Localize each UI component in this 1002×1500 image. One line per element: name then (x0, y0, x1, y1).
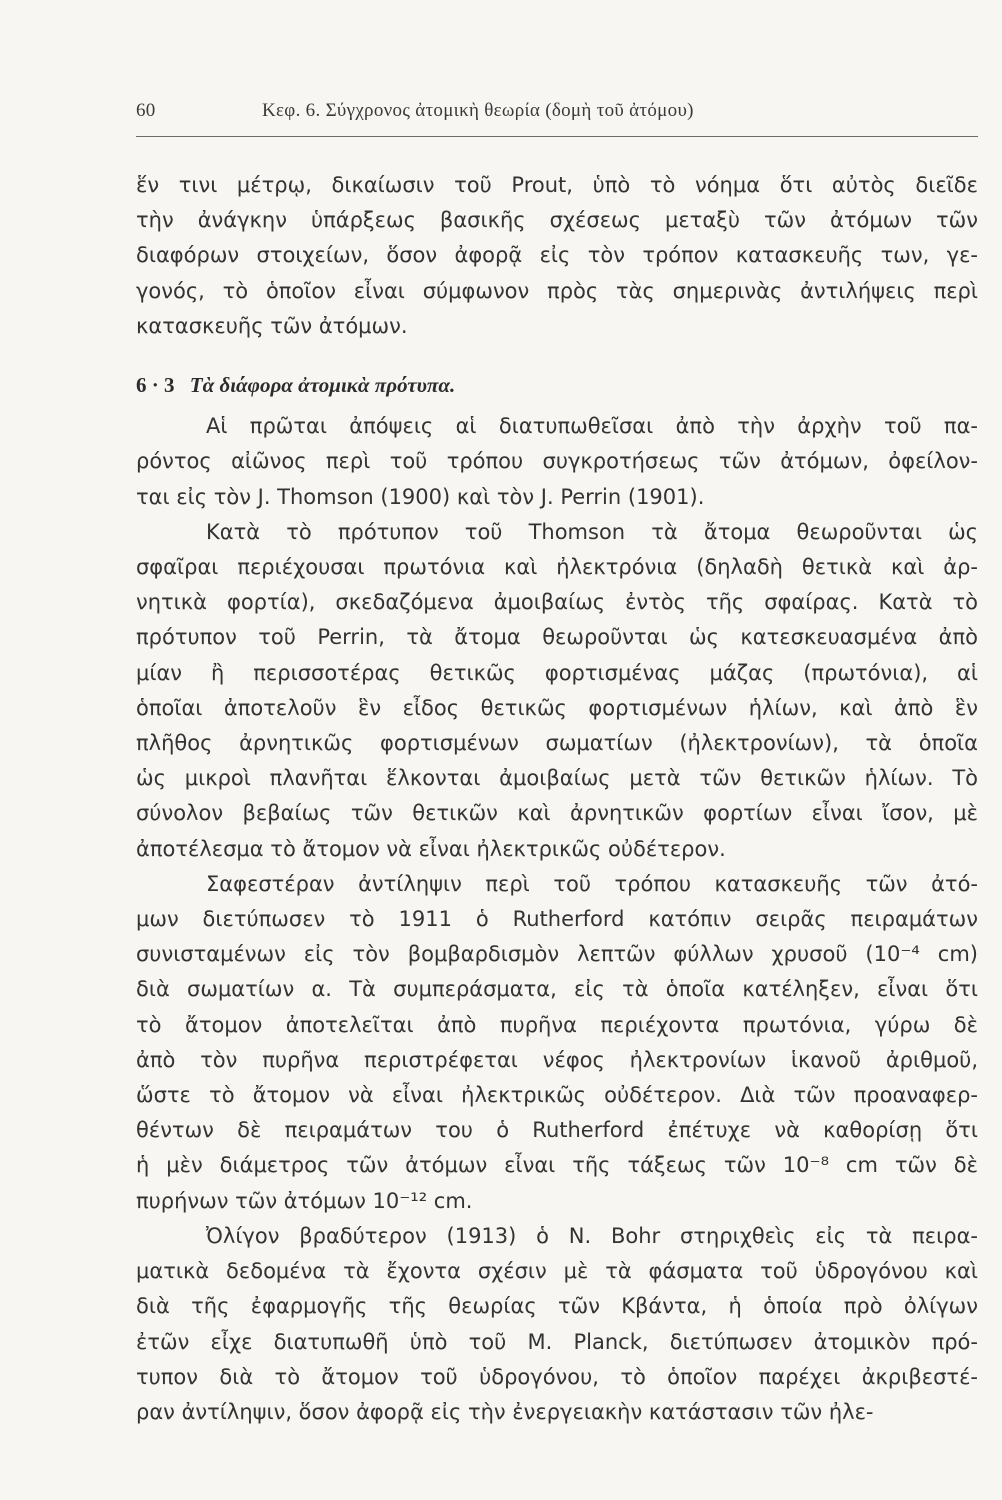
text-line: ἀπὸ τὸν πυρῆνα περιστρέφεται νέφος ἠλεκτρονίων ἱκανοῦ ἀριθμοῦ, (136, 1047, 978, 1072)
text-line: Σαφεστέραν ἀντίληψιν περὶ τοῦ τρόπου κατασκευῆς τῶν ἀτό- (206, 871, 978, 896)
text-line: τυπον διὰ τὸ ἄτομον τοῦ ὑδρογόνου, τὸ ὁποῖον παρέχει ἀκριβεστέ- (136, 1364, 978, 1389)
text-line: ὡς μικροὶ πλανῆται ἕλκονται ἀμοιβαίως μετὰ τῶν θετικῶν ἡλίων. Τὸ (136, 766, 978, 791)
text-line: νητικὰ φορτία), σκεδαζόμενα ἀμοιβαίως ἐντὸς τῆς σφαίρας. Κατὰ τὸ (136, 590, 978, 615)
text-line: ἡ μὲν διάμετρος τῶν ἀτόμων εἶναι τῆς τάξεως τῶν 10⁻⁸ cm τῶν δὲ (136, 1153, 978, 1178)
text-line: διὰ σωματίων α. Τὰ συμπεράσματα, εἰς τὰ ὁποῖα κατέληξεν, εἶναι ὅτι (136, 977, 978, 1002)
text-line: ματικὰ δεδομένα τὰ ἔχοντα σχέσιν μὲ τὰ φάσματα τοῦ ὑδρογόνου καὶ (136, 1259, 978, 1284)
text-line: Κατὰ τὸ πρότυπον τοῦ Thomson τὰ ἄτομα θεωροῦνται ὡς (206, 519, 978, 544)
text-line: Αἱ πρῶται ἀπόψεις αἱ διατυπωθεῖσαι ἀπὸ τὴν ἀρχὴν τοῦ πα- (206, 414, 978, 439)
text-line: μίαν ἢ περισσοτέρας θετικῶς φορτισμένας μάζας (πρωτόνια), αἱ (136, 660, 978, 685)
page-number: 60 (136, 100, 156, 121)
paragraph (136, 515, 978, 867)
paragraph (136, 168, 978, 344)
text-line: ται εἰς τὸν J. Thomson (1900) καὶ τὸν J. Perrin (1901). (136, 484, 705, 509)
paragraph (136, 867, 978, 1219)
text-line: Ὀλίγον βραδύτερον (1913) ὁ N. Bohr στηριχθεὶς εἰς τὰ πειρα- (206, 1223, 978, 1248)
header-rule (136, 136, 978, 137)
text-line: γονός, τὸ ὁποῖον εἶναι σύμφωνον πρὸς τὰς σημερινὰς ἀντιλήψεις περὶ (136, 278, 978, 303)
text-line: πλῆθος ἀρνητικῶς φορτισμένων σωματίων (ἠλεκτρονίων), τὰ ὁποῖα (136, 731, 978, 756)
text-line: ρόντος αἰῶνος περὶ τοῦ τρόπου συγκροτήσεως τῶν ἀτόμων, ὀφείλον- (136, 449, 978, 474)
text-line: ἐτῶν εἶχε διατυπωθῆ ὑπὸ τοῦ M. Planck, διετύπωσεν ἀτομικὸν πρό- (136, 1329, 978, 1354)
text-line: τὸ ἄτομον ἀποτελεῖται ἀπὸ πυρῆνα περιέχοντα πρωτόνια, γύρω δὲ (136, 1012, 978, 1037)
text-line: κατασκευῆς τῶν ἀτόμων. (136, 313, 408, 338)
text-line: πυρήνων τῶν ἀτόμων 10⁻¹² cm. (136, 1188, 473, 1213)
page-body (136, 168, 978, 1430)
text-line: ἀποτέλεσμα τὸ ἄτομον νὰ εἶναι ἠλεκτρικῶς οὐδέτερον. (136, 836, 726, 861)
paragraph (136, 409, 978, 515)
running-title: Κεφ. 6. Σύγχρονος ἀτομικὴ θεωρία (δομὴ τοῦ ἀτόμου) (262, 100, 694, 121)
text-line: πρότυπον τοῦ Perrin, τὰ ἄτομα θεωροῦνται ὡς κατεσκευασμένα ἀπὸ (136, 625, 978, 650)
section-heading (136, 368, 978, 403)
text-line: σφαῖραι περιέχουσαι πρωτόνια καὶ ἠλεκτρόνια (δηλαδὴ θετικὰ καὶ ἀρ- (136, 555, 978, 580)
text-line: ἕν τινι μέτρῳ, δικαίωσιν τοῦ Prout, ὑπὸ τὸ νόημα ὅτι αὐτὸς διεῖδε (136, 173, 978, 197)
text-line: ὁποῖαι ἀποτελοῦν ἓν εἶδος θετικῶς φορτισμένων ἡλίων, καὶ ἀπὸ ἓν (136, 695, 978, 720)
paragraph (136, 1219, 978, 1430)
text-line: ὥστε τὸ ἄτομον νὰ εἶναι ἠλεκτρικῶς οὐδέτερον. Διὰ τῶν προαναφερ- (136, 1083, 978, 1108)
intro-text (136, 168, 978, 344)
text-line: ραν ἀντίληψιν, ὅσον ἀφορᾷ εἰς τὴν ἐνεργειακὴν κατάστασιν τῶν ἠλε- (136, 1399, 874, 1424)
section-title: Τὰ διάφορα ἀτομικὰ πρότυπα. (189, 373, 456, 398)
text-line: συνισταμένων εἰς τὸν βομβαρδισμὸν λεπτῶν φύλλων χρυσοῦ (10⁻⁴ cm) (136, 942, 978, 967)
section-text (136, 409, 978, 1430)
text-line: τὴν ἀνάγκην ὑπάρξεως βασικῆς σχέσεως μεταξὺ τῶν ἀτόμων τῶν (136, 208, 978, 233)
text-line: σύνολον βεβαίως τῶν θετικῶν καὶ ἀρνητικῶν φορτίων εἶναι ἴσον, μὲ (136, 801, 978, 826)
text-line: μων διετύπωσεν τὸ 1911 ὁ Rutherford κατόπιν σειρᾶς πειραμάτων (136, 907, 978, 932)
text-line: διὰ τῆς ἐφαρμογῆς τῆς θεωρίας τῶν Κβάντα, ἡ ὁποία πρὸ ὀλίγων (136, 1294, 978, 1319)
text-line: διαφόρων στοιχείων, ὅσον ἀφορᾷ εἰς τὸν τρόπον κατασκευῆς των, γε- (136, 243, 978, 268)
text-line: θέντων δὲ πειραμάτων του ὁ Rutherford ἐπέτυχε νὰ καθορίσῃ ὅτι (136, 1118, 978, 1143)
section-number: 6 · 3 (136, 373, 175, 398)
